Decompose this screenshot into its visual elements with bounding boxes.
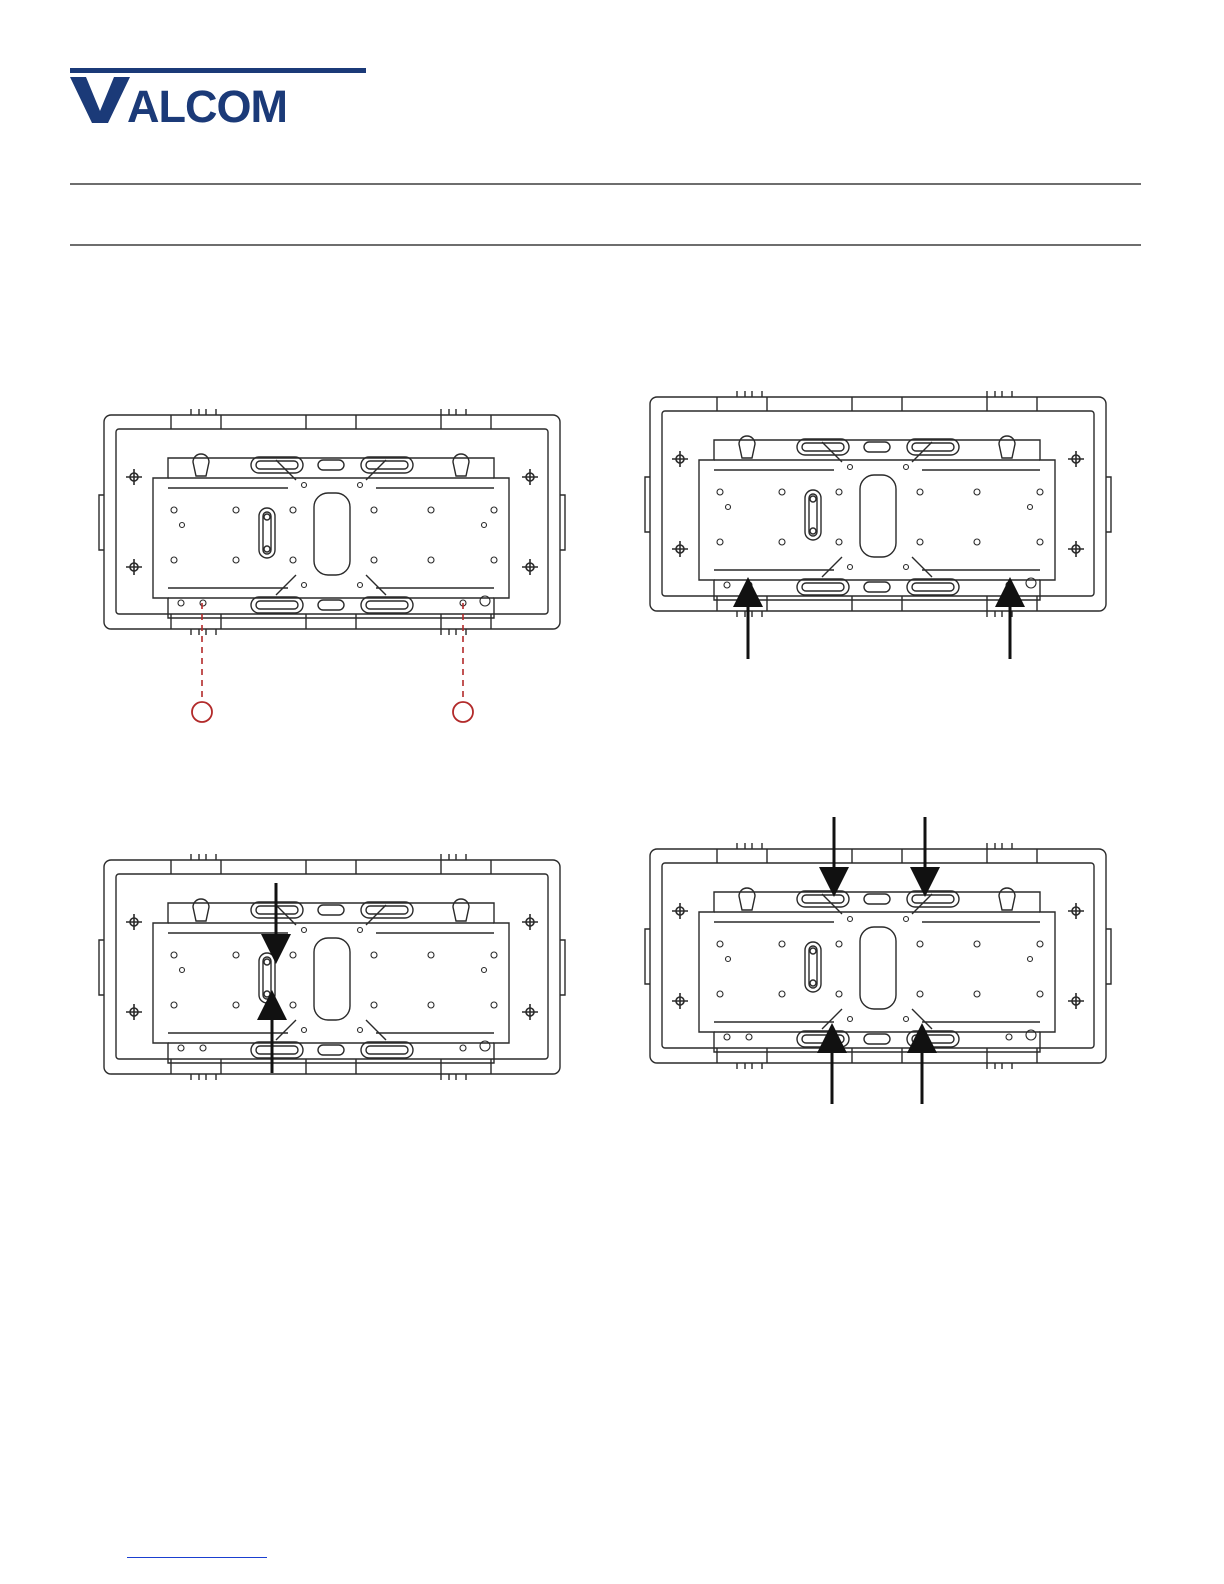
mounting-bracket-figure-2 bbox=[642, 382, 1122, 667]
valcom-logo bbox=[70, 68, 366, 126]
mounting-bracket-figure-3 bbox=[96, 845, 576, 1085]
mounting-bracket-figure-1 bbox=[96, 400, 576, 730]
mounting-bracket-figure-4 bbox=[642, 812, 1122, 1112]
callout-right bbox=[453, 603, 473, 722]
svg-text:ALCOM: ALCOM bbox=[127, 81, 287, 126]
header-rule-bottom bbox=[70, 244, 1141, 246]
callout-left bbox=[192, 603, 212, 722]
header-rule-top bbox=[70, 183, 1141, 185]
footer-link[interactable] bbox=[127, 1557, 267, 1558]
